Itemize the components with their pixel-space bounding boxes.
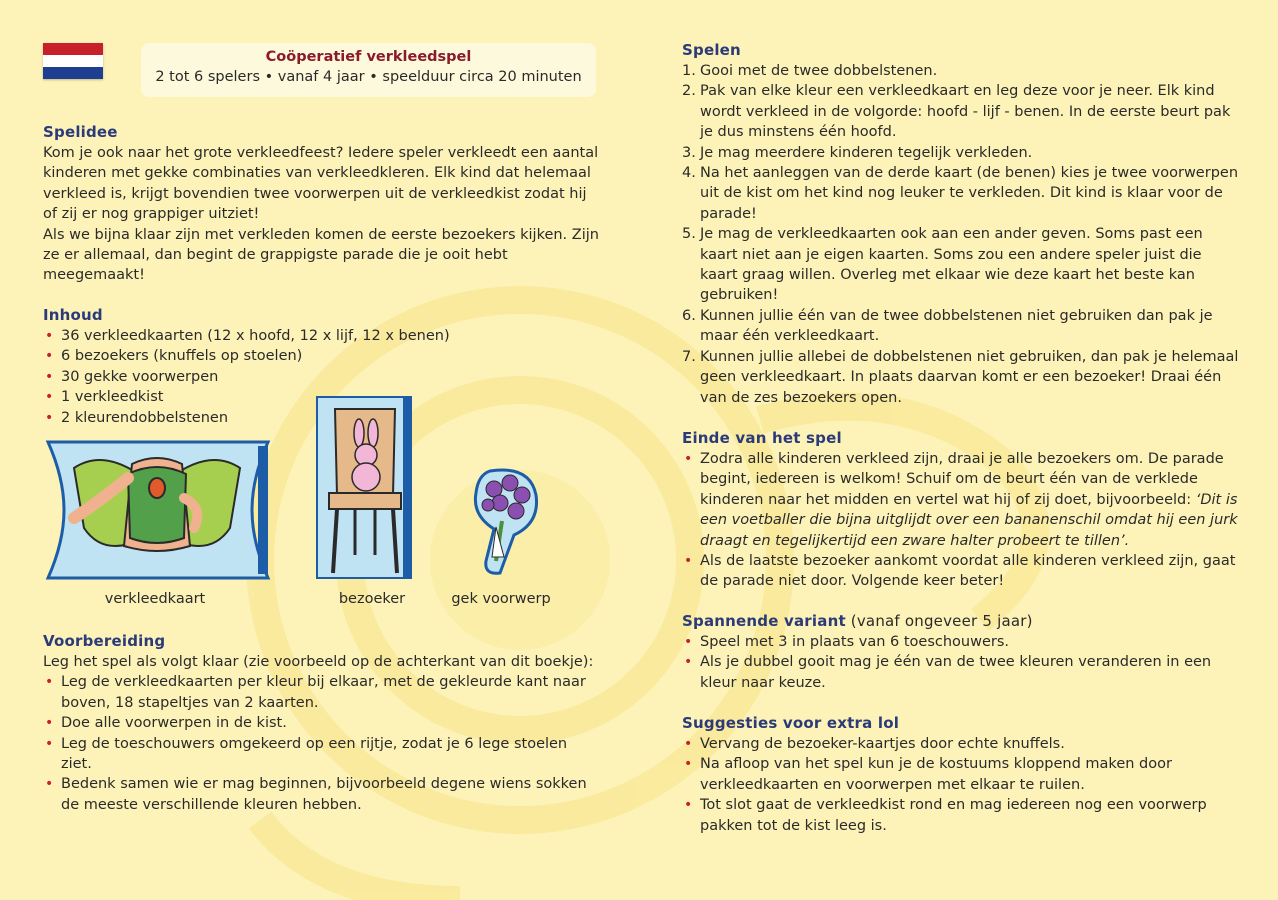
list-item: • Bedenk samen wie er mag beginnen, bijvoorbeeld degene wiens sokken de meeste verschillende kleuren hebben.: [43, 774, 588, 815]
list-item: [682, 449, 1242, 551]
heading-spelen: Spelen: [682, 41, 741, 59]
list-item: • Doe alle voorwerpen in de kist.: [43, 713, 588, 733]
list-item: [682, 81, 1242, 142]
heading-inhoud: Inhoud: [43, 306, 103, 324]
item-number: 1.: [682, 63, 696, 79]
spelidee-paragraph: Als we bijna klaar zijn met verkleden komen de eerste bezoekers kijken. Zijn ze er allemaal, dan begint de grappigste parade die je ooit hebt meegemaakt!: [43, 226, 599, 284]
list-item: • Tot slot gaat de verkleedkist rond en mag iedereen nog een voorwerp pakken tot de kist leeg is.: [682, 795, 1242, 836]
heading-voorbereiding: Voorbereiding: [43, 632, 166, 650]
suggesties-list: [682, 734, 1242, 836]
item-text: Kunnen jullie één van de twee dobbelstenen niet gebruiken dan pak je maar één verkleedkaart.: [700, 307, 1213, 345]
spelen-list: [682, 61, 1242, 408]
item-number: 3.: [682, 144, 696, 161]
list-item: • 36 verkleedkaarten (12 x hoofd, 12 x lijf, 12 x benen): [43, 326, 603, 346]
voorbereiding-list: [43, 672, 588, 815]
list-item: • 1 verkleedkist: [43, 387, 603, 407]
list-item: [682, 347, 1242, 408]
voorbereiding-section: [43, 652, 613, 815]
item-text: Je mag de verkleedkaarten ook aan een ander geven. Soms past een kaart niet aan je eigen kaarten. Soms zou een andere speler juist die kaart graag willen. Overleg met elkaar wie deze kaart het beste kan gebruiken!: [700, 226, 1203, 304]
spelidee-text: [43, 143, 603, 286]
heading-einde: Einde van het spel: [682, 429, 842, 447]
variant-heading-text: Spannende variant: [682, 612, 846, 630]
variant-age-note: (vanaf ongeveer 5 jaar): [845, 612, 1033, 630]
list-item: • 30 gekke voorwerpen: [43, 367, 603, 387]
item-text: Je mag meerdere kinderen tegelijk verkleden.: [700, 144, 1033, 161]
item-number: 2.: [682, 83, 696, 100]
item-text: Kunnen jullie allebei de dobbelstenen niet gebruiken, dan pak je helemaal geen verkleedkaart. In plaats daarvan komt er een bezoeker! Draai één van de zes bezoekers open.: [700, 348, 1239, 406]
heading-suggesties: Suggesties voor extra lol: [682, 714, 900, 732]
list-item: [682, 61, 1242, 81]
heading-variant: [682, 612, 1033, 630]
list-item: • Als de laatste bezoeker aankomt voordat alle kinderen verkleed zijn, gaat de parade niet door. Volgende keer beter!: [682, 551, 1242, 592]
flower-bouquet-image: [470, 465, 542, 577]
game-title: Coöperatief verkleedspel: [265, 49, 472, 65]
list-item: • Als je dubbel gooit mag je één van de twee kleuren veranderen in een kleur naar keuze.: [682, 652, 1242, 693]
item-text: Pak van elke kleur een verkleedkaart en leg deze voor je neer. Elk kind wordt verkleed in de volgorde: hoofd - lijf - benen. In de eerste beurt pak je dus minstens één hoofd.: [700, 83, 1231, 141]
dutch-flag-icon: [43, 43, 103, 79]
voorbereiding-intro: Leg het spel als volgt klaar (zie voorbeeld op de achterkant van dit boekje):: [43, 654, 594, 670]
caption-object: gek voorwerp: [451, 591, 551, 607]
caption-visitor: bezoeker: [338, 591, 406, 607]
list-item: • Leg de toeschouwers omgekeerd op een rijtje, zodat je 6 lege stoelen ziet.: [43, 734, 588, 775]
item-number: 5.: [682, 226, 696, 243]
list-item: • 6 bezoekers (knuffels op stoelen): [43, 346, 603, 366]
heading-spelidee: Spelidee: [43, 123, 118, 141]
game-subtitle: 2 tot 6 spelers • vanaf 4 jaar • speelduur circa 20 minuten: [155, 69, 582, 85]
list-item: [682, 306, 1242, 347]
list-item: • Leg de verkleedkaarten per kleur bij elkaar, met de gekleurde kant naar boven, 18 stapeltjes van 2 kaarten.: [43, 672, 588, 713]
list-item: [682, 224, 1242, 306]
einde-list: [682, 449, 1242, 592]
costume-card-image: [44, 438, 272, 582]
einde-quote: ‘Dit is een voetballer die bijna uitglijdt over een bananenschil omdat hij een jurk draagt en tegelijkertijd een zware halter probeert te tillen’.: [700, 491, 1238, 549]
item-text: Na het aanleggen van de derde kaart (de benen) kies je twee voorwerpen uit de kist om het kind nog leuker te verkleden. Dit kind is klaar voor de parade!: [700, 165, 1239, 222]
caption-costume-card: verkleedkaart: [104, 591, 206, 607]
list-item: • 2 kleurendobbelstenen: [43, 408, 603, 428]
list-item: • Speel met 3 in plaats van 6 toeschouwers.: [682, 632, 1242, 652]
title-box: [141, 43, 596, 97]
item-number: 6.: [682, 307, 696, 324]
list-item: [682, 143, 1242, 163]
variant-list: [682, 632, 1242, 693]
item-text: Gooi met de twee dobbelstenen.: [700, 63, 938, 79]
spelidee-paragraph: Kom je ook naar het grote verkleedfeest? Iedere speler verkleedt een aantal kinderen met gekke combinaties van verkleedkleren. Elk kind dat helemaal verkleed is, krijgt bovendien twee voorwerpen uit de verkleedkist zodat hij of zij er nog grappiger uitziet!: [43, 145, 599, 223]
item-number: 7.: [682, 348, 696, 365]
list-item: [682, 163, 1242, 224]
visitor-chair-image: [315, 395, 413, 580]
item-number: 4.: [682, 165, 696, 182]
einde-text: Zodra alle kinderen verkleed zijn, draai je alle bezoekers om. De parade begint, iedereen is welkom! Schuif om de beurt één van de verklede kinderen naar het midden en vertel wat hij of zij doet, bijvoorbeeld:: [700, 451, 1224, 508]
list-item: • Vervang de bezoeker-kaartjes door echte knuffels.: [682, 734, 1242, 754]
list-item: • Na afloop van het spel kun je de kostuums kloppend maken door verkleedkaarten en voorwerpen met elkaar te ruilen.: [682, 754, 1242, 795]
